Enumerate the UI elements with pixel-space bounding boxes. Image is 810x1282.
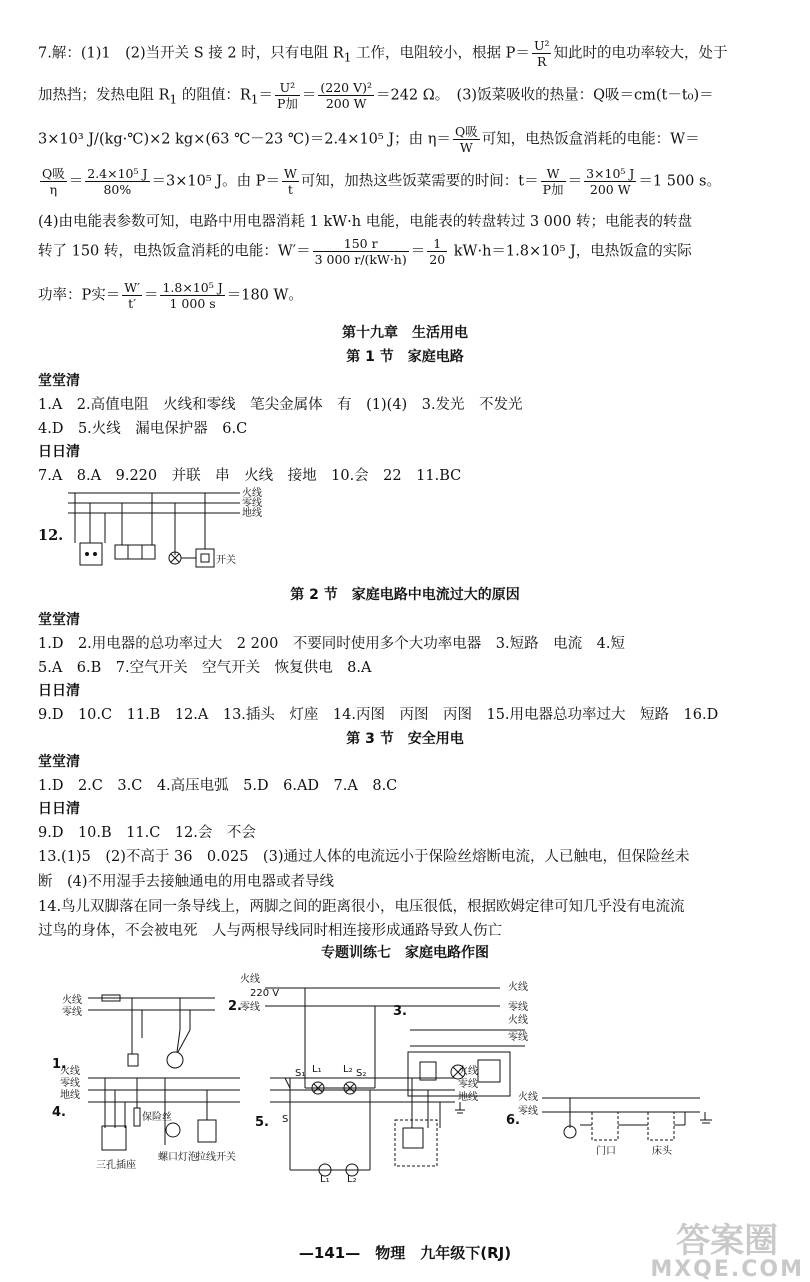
numerator: 1 <box>427 236 447 252</box>
s2-tang-line-1: 1.D 2.用电器的总功率过大 2 200 不要同时使用多个大功率电器 3.短路 电流 4.短 <box>38 636 625 652</box>
fraction <box>532 38 552 69</box>
lamp-label: L₁ <box>312 1064 322 1075</box>
bed-label: 床头 <box>652 1146 672 1157</box>
fraction <box>122 280 142 311</box>
label-tangtangqing: 堂堂清 <box>38 373 80 389</box>
switch-label: 开关 <box>216 555 236 566</box>
q7-text: ＝ <box>258 87 273 104</box>
q7-text: 可知，电热饭盒消耗的电能：W＝ <box>481 131 700 148</box>
circuit-diagram-12 <box>60 483 280 578</box>
denominator: 20 <box>429 252 446 267</box>
topic-title: 专题训练七 家庭电路作图 <box>321 945 489 961</box>
q7-text: ＝ <box>143 287 159 304</box>
three-hole-socket-icon <box>102 1126 126 1150</box>
socket-icon <box>478 1060 500 1082</box>
lamp-icon <box>167 1052 183 1068</box>
door-switch-box <box>592 1112 618 1140</box>
lamp-label: L₁ <box>320 1174 330 1185</box>
switch-label: S <box>282 1114 289 1125</box>
q7-text: 功率：P实＝ <box>38 287 121 304</box>
label-tangtangqing: 堂堂清 <box>38 612 80 628</box>
page-footer: —141— 物理 九年级下(RJ) <box>298 1244 512 1262</box>
numerator: (220 V)² <box>320 80 372 95</box>
denominator: P加 <box>276 96 298 111</box>
s1-ri-line-1: 7.A 8.A 9.220 并联 串 火线 接地 10.会 22 11.BC <box>38 468 462 484</box>
wire-label: 火线 <box>508 1015 528 1026</box>
chapter-title: 第十九章 生活用电 <box>342 325 468 341</box>
denominator: 1 000 s <box>169 296 216 311</box>
denominator: 200 W <box>325 96 367 111</box>
denominator: W <box>459 140 473 155</box>
q7-text: 的阻值：R <box>177 87 251 104</box>
socket-box <box>395 1120 437 1166</box>
denominator: 80% <box>103 182 132 197</box>
numerator: Q吸 <box>42 166 65 181</box>
numerator: U² <box>533 38 550 53</box>
q7-text: ＝ <box>410 243 426 260</box>
label-riliqing: 日日清 <box>38 683 80 699</box>
diagram-number: 5. <box>255 1115 269 1130</box>
fraction <box>584 166 636 197</box>
fraction <box>541 166 566 197</box>
q7-text: ＝3×10⁵ J。由 P＝ <box>151 173 280 190</box>
watermark-text: 答案圈 <box>676 1221 779 1261</box>
q7-text: 3×10³ J/(kg·℃)×2 kg×(63 ℃－23 ℃)＝2.4×10⁵ J；由 η＝ <box>38 131 451 148</box>
q7-line-6 <box>38 236 692 267</box>
switch-icon <box>196 549 214 567</box>
s1-tang-line-2: 4.D 5.火线 漏电保护器 6.C <box>38 421 248 437</box>
switch-icon <box>128 1054 138 1066</box>
lamp-label: L₂ <box>343 1064 353 1075</box>
diagram-number: 3. <box>393 1004 407 1019</box>
q7-text: 加热挡；发热电阻 R <box>38 87 170 104</box>
numerator: W′ <box>124 280 140 295</box>
denominator: R <box>537 54 547 69</box>
socket-icon <box>403 1128 423 1148</box>
section-1-title: 第 1 节 家庭电路 <box>346 349 464 365</box>
wire-label: 火线 <box>508 982 528 993</box>
label-riliqing: 日日清 <box>38 444 80 460</box>
s3-tang-line-1: 1.D 2.C 3.C 4.高压电弧 5.D 6.AD 7.A 8.C <box>38 778 398 794</box>
label-riliqing: 日日清 <box>38 801 80 817</box>
section-3-title: 第 3 节 安全用电 <box>346 731 464 747</box>
watermark-logo <box>650 1221 804 1282</box>
wire-label: 零线 <box>62 1007 82 1018</box>
q7-text: kW·h＝1.8×10⁵ J，电热饭盒的实际 <box>449 243 692 260</box>
q7-text: ＝ <box>567 173 583 190</box>
subscript: 1 <box>169 92 178 107</box>
pull-switch-label: 拉线开关 <box>196 1152 236 1163</box>
numerator: Q吸 <box>454 124 478 139</box>
numerator: W <box>283 166 297 181</box>
wire-label: 零线 <box>508 1002 528 1013</box>
diagram-number: 1. <box>52 1057 66 1072</box>
denominator: 3 000 r/(kW·h) <box>314 252 407 267</box>
q7-text: ＝1 500 s。 <box>638 173 721 190</box>
wire-label: 火线 <box>242 488 262 499</box>
wire-label: 地线 <box>242 508 262 519</box>
fraction <box>313 236 409 267</box>
wire-label: 零线 <box>242 498 262 509</box>
wire-label: 火线 <box>518 1092 538 1103</box>
wire-label: 零线 <box>458 1079 478 1090</box>
denominator: η <box>49 182 58 197</box>
voltage-label: 220 V <box>250 988 280 999</box>
s2-tang-line-2: 5.A 6.B 7.空气开关 空气开关 恢复供电 8.A <box>38 660 372 676</box>
wire-label: 地线 <box>60 1090 80 1101</box>
wire-label: 地线 <box>458 1092 478 1103</box>
q7-text: ＝ <box>68 173 84 190</box>
watermark-url: MXQE.COM <box>650 1257 804 1282</box>
diagram-number: 6. <box>506 1113 520 1128</box>
q7-text: ＝ <box>301 87 317 104</box>
fuse-box-icon <box>115 545 155 559</box>
wire-label: 零线 <box>240 1002 260 1013</box>
fraction <box>427 236 447 267</box>
bulb-label: 螺口灯泡 <box>158 1152 198 1163</box>
q7-text: 7.解：(1)1 (2)当开关 S 接 2 时，只有电阻 R <box>38 45 344 62</box>
q7-text: ＝242 Ω。 (3)饭菜吸收的热量：Q吸＝cm(t－t₀)＝ <box>375 87 714 104</box>
switch-icon <box>420 1062 436 1080</box>
denominator: t′ <box>128 296 137 311</box>
wire-label: 火线 <box>240 974 260 985</box>
s2-ri-line-1: 9.D 10.C 11.B 12.A 13.插头 灯座 14.丙图 丙图 丙图 15.用电器总功率过大 短路 16.D <box>38 707 719 723</box>
wire-label: 零线 <box>508 1032 528 1043</box>
wire-label: 火线 <box>60 1066 80 1077</box>
fraction <box>40 166 67 197</box>
label-tangtangqing: 堂堂清 <box>38 754 80 770</box>
diagram-number: 4. <box>52 1105 66 1120</box>
q7-line-1 <box>38 38 727 69</box>
fuse-icon <box>134 1108 140 1126</box>
fraction <box>282 166 299 197</box>
q7-text: 知此时的电功率较大，处于 <box>553 45 728 62</box>
fraction <box>453 124 480 155</box>
q7-line-2 <box>38 80 714 111</box>
q7-line-7 <box>38 280 303 311</box>
screw-bulb-icon <box>166 1123 180 1137</box>
fraction <box>318 80 374 111</box>
section-2-title: 第 2 节 家庭电路中电流过大的原因 <box>290 587 520 603</box>
wire-label: 零线 <box>60 1078 80 1089</box>
wire-label: 零线 <box>518 1106 538 1117</box>
q7-text: 可知，加热这些饭菜需要的时间：t＝ <box>300 173 539 190</box>
q7-line-5: (4)由电能表参数可知，电路中用电器消耗 1 kW·h 电能，电能表的转盘转过 3 000 转；电能表的转盘 <box>38 214 692 230</box>
q7-text: ＝180 W。 <box>226 287 303 304</box>
s3-ri-line-2: 13.(1)5 (2)不高于 36 0.025 (3)通过人体的电流远小于保险丝熔断电流，人已触电，但保险丝未 <box>38 849 690 865</box>
socket-icon <box>80 543 102 565</box>
numerator: W <box>541 166 566 182</box>
s3-ri-line-4: 14.鸟儿双脚落在同一条导线上，两脚之间的距离很小，电压很低，根据欧姆定律可知几乎没有电流流 <box>38 899 685 915</box>
pull-switch-icon <box>198 1120 216 1142</box>
fraction <box>275 80 300 111</box>
numerator: 2.4×10⁵ J <box>87 166 148 181</box>
denominator: 200 W <box>589 182 631 197</box>
s3-ri-line-5: 过鸟的身体，不会被电死 人与两根导线同时相连接形成通路导致人伤亡 <box>38 923 502 939</box>
q7-text: 工作，电阻较小，根据 P＝ <box>351 45 530 62</box>
q7-text: 转了 150 转，电热饭盒消耗的电能：W′＝ <box>38 243 311 260</box>
switch-label: S₁ <box>295 1068 306 1079</box>
q7-line-3 <box>38 124 700 155</box>
diagram-number: 2. <box>228 999 242 1014</box>
numerator: 1.8×10⁵ J <box>162 280 223 295</box>
s3-ri-line-3: 断 (4)不用湿手去接触通电的用电器或者导线 <box>38 874 335 890</box>
subscript: 1 <box>343 50 352 65</box>
switch-label: S₂ <box>356 1068 367 1079</box>
bed-switch-box <box>648 1112 674 1140</box>
wire-label: 火线 <box>458 1066 478 1077</box>
fraction <box>85 166 149 197</box>
fuse-label: 保险丝 <box>142 1112 172 1123</box>
denominator: t <box>287 182 293 197</box>
subscript: 1 <box>250 92 259 107</box>
lamp-label: L₂ <box>347 1174 357 1185</box>
denominator: P加 <box>542 182 564 197</box>
numerator: U² <box>275 80 300 96</box>
q12-number: 12. <box>38 527 64 544</box>
fraction <box>160 280 224 311</box>
numerator: 3×10⁵ J <box>586 166 635 181</box>
topic-diagrams <box>0 960 810 1185</box>
s3-ri-line-1: 9.D 10.B 11.C 12.会 不会 <box>38 825 256 841</box>
q7-line-4 <box>38 166 721 197</box>
socket-label: 三孔插座 <box>96 1160 136 1171</box>
door-label: 门口 <box>596 1146 616 1157</box>
wire-label: 火线 <box>62 995 82 1006</box>
numerator: 150 r <box>313 236 409 252</box>
s1-tang-line-1: 1.A 2.高值电阻 火线和零线 笔尖金属体 有 (1)(4) 3.发光 不发光 <box>38 397 523 413</box>
